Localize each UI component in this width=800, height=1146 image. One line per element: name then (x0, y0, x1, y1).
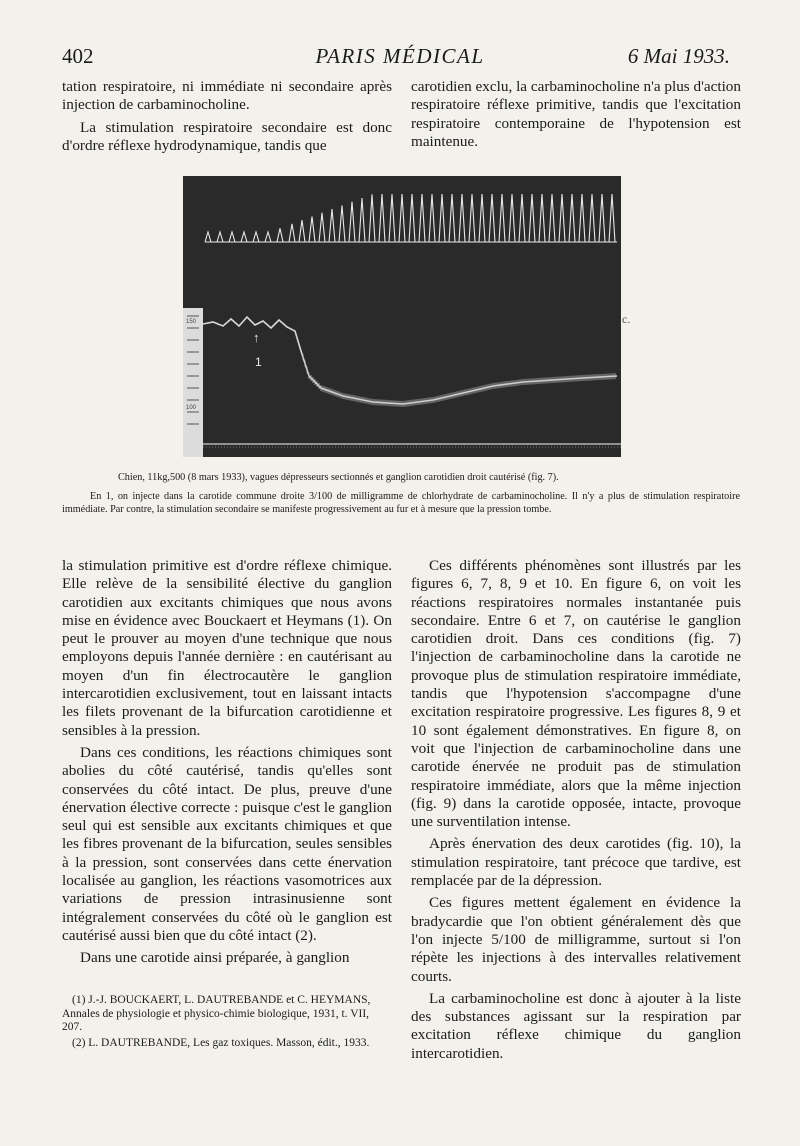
page-number: 402 (62, 44, 94, 68)
figure-side-mark: c. (622, 312, 631, 326)
left-paragraph-3: Dans une carotide ainsi préparée, à ganglion (80, 949, 350, 967)
footnotes (62, 994, 392, 1052)
scale-top-label: 150 (186, 319, 197, 325)
issue-date: 6 Mai 1933. (627, 44, 730, 68)
injection-arrow: ↑ (253, 330, 260, 345)
right-paragraph-4: La carbaminocholine est donc à ajouter à la liste des substances agissant sur la respiration par excitation réflexe chimique du ganglion intercarotidien. (411, 989, 741, 1062)
right-paragraph-2: Après énervation des deux carotides (fig. 10), la stimulation respiratoire, tant précoce que tardive, est remplacée par de la dépression. (411, 835, 741, 890)
journal-title: PARIS MÉDICAL (315, 44, 485, 68)
top-left-paragraph-2: La stimulation respiratoire secondaire est donc d'ordre réflexe hydrodynamique, tandis que (62, 118, 392, 154)
footnote-2: (2) L. DAUTREBANDE, Les gaz toxiques. Masson, édit., 1933. (72, 1036, 370, 1049)
top-left-paragraph-1: tation respiratoire, ni immédiate ni secondaire après injection de carbaminocholine. (62, 78, 392, 114)
left-paragraph-1: la stimulation primitive est d'ordre réflexe chimique. Elle relève de la sensibilité élective du ganglion carotidien aux excitants chimiques que nous avons mise en évidence avec Bouckaert et Heymans (1). On peut le prouver au moyen d'une technique que nous employons depuis l'année dernière : en cautérisant au moyen d'un fin électrocautère le ganglion intercarotidien exclusivement, tout en laissant intacts les filets provenant de la bifurcation carotidienne et sensibles à la pression. (62, 557, 392, 739)
caption-line-1: Chien, 11kg,500 (8 mars 1933), vagues dépresseurs sectionnés et ganglion carotidien droit cautérisé (fig. 7). (118, 472, 559, 483)
right-paragraph-1: Ces différents phénomènes sont illustrés par les figures 6, 7, 8, 9 et 10. En figure 6, on voit les réactions respiratoires normales instantanée puis secondaire. Entre 6 et 7, on cautérise le ganglion carotidien droit. Dans ces conditions (fig. 7) l'injection de carbaminocholine dans la carotide ne provoque plus de stimulation respiratoire immédiate, tandis que l'hypotension s'accompagne d'une excitation respiratoire progressive. Les figures 8, 9 et 10 sont également démonstratives. En figure 8, on voit que l'injection de carbaminocholine dans une carotide énervée ne produit pas de stimulation respiratoire immédiate, alors que la même injection (fig. 9) dans la carotide opposée, intacte, provoque une surventilation intense. (411, 557, 741, 831)
top-left-column (62, 78, 392, 155)
kymograph-trace (183, 176, 621, 457)
left-paragraph-2: Dans ces conditions, les réactions chimiques sont abolies du côté cautérisé, tandis qu'elles sont conservées du côté intact. De plus, preuve d'une énervation élective correcte : puisque c'est le ganglion seul qui est sensible aux excitants chimiques et que les fibres provenant de la bifurcation, seules sensibles à la pression, sont conservées dans cette énervation localisée au ganglion, les réactions vasomotrices aux variations de pression intrasinusienne sont intégralement conservées du côté où le ganglion est cautérisé aussi bien que du côté intact (2). (62, 743, 392, 944)
kymograph-figure (183, 176, 621, 457)
right-paragraph-3: Ces figures mettent également en évidence la bradycardie que l'on obtient généralement dès que l'on injecte 5/100 de milligramme, surtout si l'on répète les injections à des intervalles relativement courts. (411, 894, 741, 985)
right-column (411, 557, 741, 1063)
footnote-1: (1) J.-J. BOUCKAERT, L. DAUTREBANDE et C. HEYMANS, Annales de physiologie et physico-chimie biologique, 1931, t. VII, 207. (62, 994, 371, 1034)
injection-label: 1 (255, 355, 262, 369)
caption-line-2: En 1, on injecte dans la carotide commune droite 3/100 de milligramme de chlorhydrate de carbaminocholine. Il n'y a plus de stimulation respiratoire immédiate. Par contre, la stimulation secondaire se manifeste progressivement au fur et à mesure que la pression tombe. (62, 491, 740, 515)
top-right-paragraph-1: carotidien exclu, la carbaminocholine n'a plus d'action respiratoire réflexe primitive, tandis que l'excitation respiratoire contemporaine de l'hypotension est maintenue. (411, 78, 741, 150)
top-right-column (411, 78, 741, 151)
scale-bottom-label: 100 (186, 405, 197, 411)
left-column (62, 557, 392, 968)
